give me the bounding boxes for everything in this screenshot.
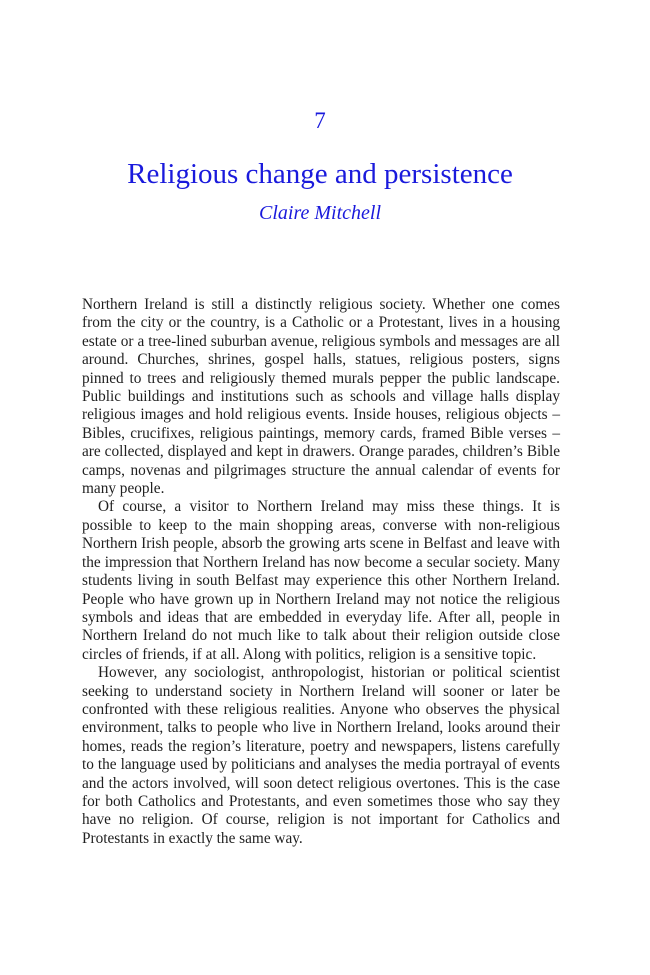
paragraph: Northern Ireland is still a distinctly religious society. Whether one comes from the city or the country, is a Catholic or a Protestant, lives in a housing estate or a tree-lined suburban avenue, religious symbols and messages are all around. Churches, shrines, gospel halls, statues, religious posters, signs pinned to trees and religiously themed murals pepper the public landscape. Public buildings and institutions such as schools and village halls display religious images and hold religious events. Inside houses, religious objects – Bibles, crucifixes, religious paintings, memory cards, framed Bible verses – are collected, displayed and kept in drawers. Orange parades, children’s Bible camps, novenas and pilgrimages structure the annual calendar of events for many people. [82,296,560,498]
chapter-title: Religious change and persistence [127,158,513,190]
paragraph: Of course, a visitor to Northern Ireland may miss these things. It is possible to keep to the main shopping areas, converse with non-religious Northern Irish people, absorb the growing arts scene in Belfast and leave with the impression that Northern Ireland has now become a secular society. Many students living in south Belfast may experience this other Northern Ireland. People who have grown up in Northern Ireland may not notice the religious symbols and ideas that are embedded in everyday life. After all, people in Northern Ireland do not much like to talk about their religion outside close circles of friends, if at all. Along with politics, religion is a sensitive topic. [82,498,560,663]
body-text [82,296,560,848]
chapter-number: 7 [314,108,326,133]
paragraph: However, any sociologist, anthropologist, historian or political scientist seeking to understand society in Northern Ireland will sooner or later be confronted with these religious realities. Anyone who observes the physical environment, talks to people who live in Northern Ireland, looks around their homes, reads the region’s literature, poetry and newspapers, listens carefully to the language used by politicians and analyses the media portrayal of events and the actors involved, will soon detect religious overtones. This is the case for both Catholics and Protestants, and even sometimes those who say they have no religion. Of course, religion is not important for Catholics and Protestants in exactly the same way. [82,664,560,847]
chapter-author: Claire Mitchell [258,202,381,224]
